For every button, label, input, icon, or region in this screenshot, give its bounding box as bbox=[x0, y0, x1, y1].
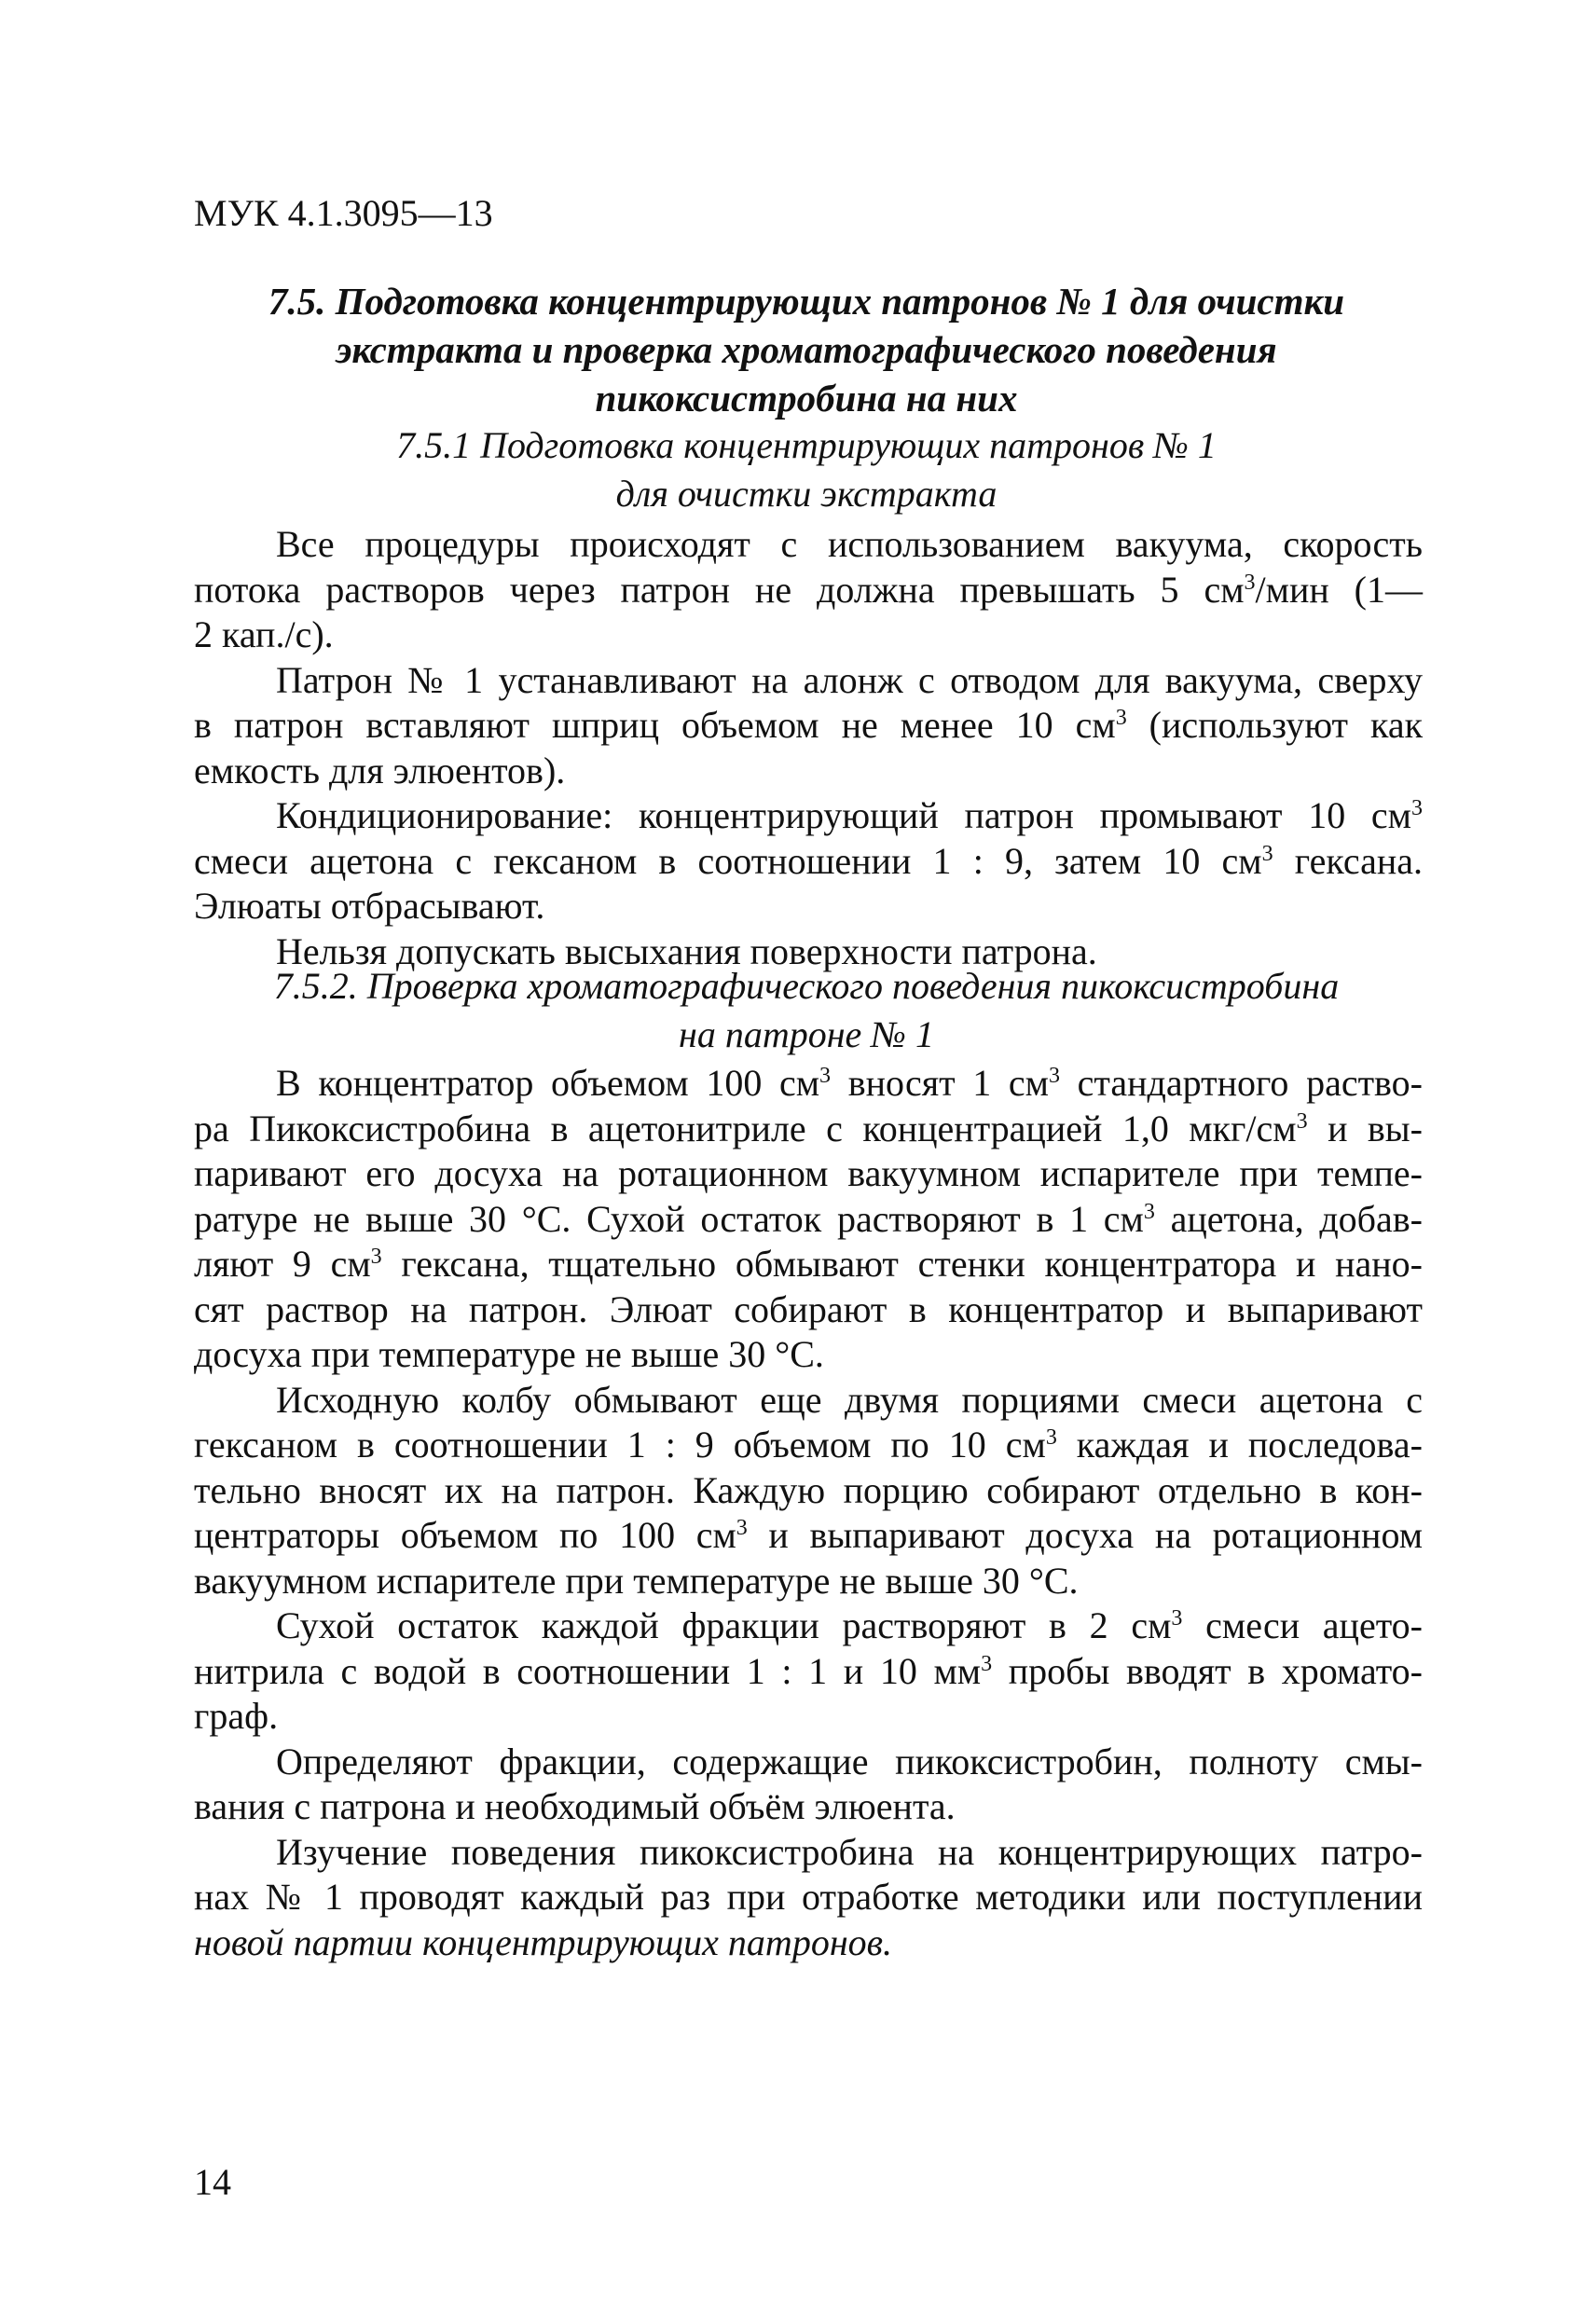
text-line: Нельзя допускать высыхания поверхности патрона. bbox=[276, 929, 1097, 972]
superscript-3: 3 bbox=[736, 1516, 748, 1540]
text-line bbox=[194, 793, 1423, 839]
text-fragment: смеси ацетона с гексаном в соотношении 1 : 9, затем 10 см bbox=[194, 839, 1262, 882]
text-line: Изучение поведения пикоксистробина на концентрирующих патро- bbox=[276, 1830, 1423, 1873]
document-code-header: МУК 4.1.3095—13 bbox=[194, 192, 493, 234]
text-fragment: центраторы объемом по 100 см bbox=[194, 1514, 736, 1556]
text-line: сят раствор на патрон. Элюат собирают в концентратор и выпаривают bbox=[194, 1287, 1423, 1330]
text-line: нах № 1 проводят каждый раз при отработке методики или поступлении bbox=[194, 1876, 1423, 1918]
subsection-1-body bbox=[194, 522, 1423, 974]
superscript-3: 3 bbox=[1244, 570, 1256, 595]
text-fragment: нитрила с водой в соотношении 1 : 1 и 10 мм bbox=[194, 1649, 982, 1692]
text-fragment: ра Пикоксистробина в ацетонитриле с концентрацией 1,0 мкг/см bbox=[194, 1107, 1297, 1149]
text-line: Все процедуры происходят с использованием вакуума, скорость bbox=[276, 523, 1423, 565]
text-line: Определяют фракции, содержащие пикоксистробин, полноту смы- bbox=[276, 1740, 1423, 1782]
text-fragment: /мин (1— bbox=[1255, 568, 1423, 611]
text-fragment: смеси ацето- bbox=[1182, 1604, 1423, 1646]
text-line bbox=[194, 1423, 1423, 1468]
text-fragment: гексана. bbox=[1273, 839, 1423, 882]
text-line bbox=[194, 839, 1423, 885]
paragraph bbox=[194, 658, 1423, 794]
text-line bbox=[194, 1649, 1423, 1695]
paragraph bbox=[194, 1603, 1423, 1740]
text-fragment: Сухой остаток каждой фракции растворяют в 2 см bbox=[276, 1604, 1172, 1646]
text-line bbox=[194, 1107, 1423, 1152]
paragraph bbox=[194, 793, 1423, 929]
text-line bbox=[194, 1197, 1423, 1243]
text-line: досуха при температуре не выше 30 °С. bbox=[194, 1333, 824, 1375]
superscript-3: 3 bbox=[1296, 1108, 1308, 1134]
text-line bbox=[194, 1603, 1423, 1649]
subsection-1-title bbox=[186, 421, 1426, 518]
paragraph bbox=[194, 1830, 1423, 1966]
text-line bbox=[194, 703, 1423, 749]
section-title bbox=[186, 277, 1426, 422]
text-line bbox=[194, 1242, 1423, 1287]
superscript-3: 3 bbox=[370, 1245, 382, 1269]
superscript-3: 3 bbox=[1171, 1606, 1183, 1631]
paragraph bbox=[194, 522, 1423, 658]
text-line: новой партии концентрирующих патронов. bbox=[194, 1920, 893, 1963]
text-fragment: гексана, тщательно обмывают стенки концентратора и нано- bbox=[381, 1243, 1423, 1285]
text-fragment: в патрон вставляют шприц объемом не менее 10 см bbox=[194, 704, 1116, 746]
text-fragment: (используют как bbox=[1126, 704, 1424, 746]
section-title-line: 7.5. Подготовка концентрирующих патронов № 1 для очистки bbox=[268, 280, 1345, 323]
text-line: вакуумном испарителе при температуре не выше 30 °С. bbox=[194, 1559, 1079, 1602]
superscript-3: 3 bbox=[1143, 1199, 1155, 1224]
text-fragment: пробы вводят в хромато- bbox=[992, 1649, 1423, 1692]
text-line: 2 кап./с). bbox=[194, 613, 334, 655]
text-fragment: вносят 1 см bbox=[831, 1062, 1049, 1104]
text-fragment: каждая и последова- bbox=[1056, 1424, 1423, 1466]
section-title-line: пикоксистробина на них bbox=[595, 377, 1018, 420]
text-line: граф. bbox=[194, 1695, 279, 1737]
text-fragment: потока растворов через патрон не должна превышать 5 см bbox=[194, 568, 1245, 611]
text-line: паривают его досуха на ротационном вакуумном испарителе при темпе- bbox=[194, 1152, 1423, 1194]
paragraph bbox=[194, 1740, 1423, 1830]
superscript-3: 3 bbox=[981, 1651, 993, 1676]
page-number: 14 bbox=[194, 2161, 231, 2203]
superscript-3: 3 bbox=[1411, 796, 1423, 820]
text-line: тельно вносят их на патрон. Каждую порцию собирают отдельно в кон- bbox=[194, 1468, 1423, 1511]
text-fragment: Кондиционирование: концентрирующий патрон промывают 10 см bbox=[276, 794, 1411, 836]
text-line bbox=[194, 568, 1423, 613]
superscript-3: 3 bbox=[1261, 841, 1273, 866]
subsection-2-body bbox=[194, 1061, 1423, 1965]
text-line: вания с патрона и необходимый объём элюента. bbox=[194, 1785, 956, 1827]
subsection-title-line: на патроне № 1 bbox=[678, 1013, 935, 1055]
text-line: емкость для элюентов). bbox=[194, 749, 566, 791]
text-line bbox=[194, 1061, 1423, 1107]
text-fragment: ацетона, добав- bbox=[1154, 1197, 1423, 1240]
text-fragment: ратуре не выше 30 °С. Сухой остаток растворяют в 1 см bbox=[194, 1197, 1144, 1240]
text-line: Исходную колбу обмывают еще двумя порциями смеси ацетона с bbox=[276, 1378, 1423, 1421]
subsection-title-line: 7.5.2. Проверка хроматографического поведения пикоксистробина bbox=[273, 965, 1340, 1007]
section-title-line: экстракта и проверка хроматографического поведения bbox=[336, 328, 1277, 371]
superscript-3: 3 bbox=[1115, 706, 1127, 730]
paragraph bbox=[194, 1061, 1423, 1378]
text-fragment: ляют 9 см bbox=[194, 1243, 371, 1285]
text-fragment: гексаном в соотношении 1 : 9 объемом по 10 см bbox=[194, 1424, 1046, 1466]
subsection-title-line: 7.5.1 Подготовка концентрирующих патронов № 1 bbox=[396, 424, 1217, 466]
subsection-title-line: для очистки экстракта bbox=[615, 473, 998, 515]
text-line: Патрон № 1 устанавливают на алонж с отводом для вакуума, сверху bbox=[276, 658, 1423, 701]
text-fragment: и выпаривают досуха на ротационном bbox=[747, 1514, 1423, 1556]
text-line bbox=[194, 1513, 1423, 1559]
text-fragment: В концентратор объемом 100 см bbox=[276, 1062, 820, 1104]
text-fragment: стандартного раство- bbox=[1060, 1062, 1423, 1104]
text-fragment: и вы- bbox=[1307, 1107, 1424, 1149]
superscript-3: 3 bbox=[1049, 1064, 1060, 1088]
superscript-3: 3 bbox=[1045, 1425, 1057, 1450]
text-line: Элюаты отбрасывают. bbox=[194, 885, 545, 927]
superscript-3: 3 bbox=[819, 1064, 832, 1088]
subsection-2-title bbox=[186, 962, 1426, 1059]
paragraph bbox=[194, 1378, 1423, 1604]
